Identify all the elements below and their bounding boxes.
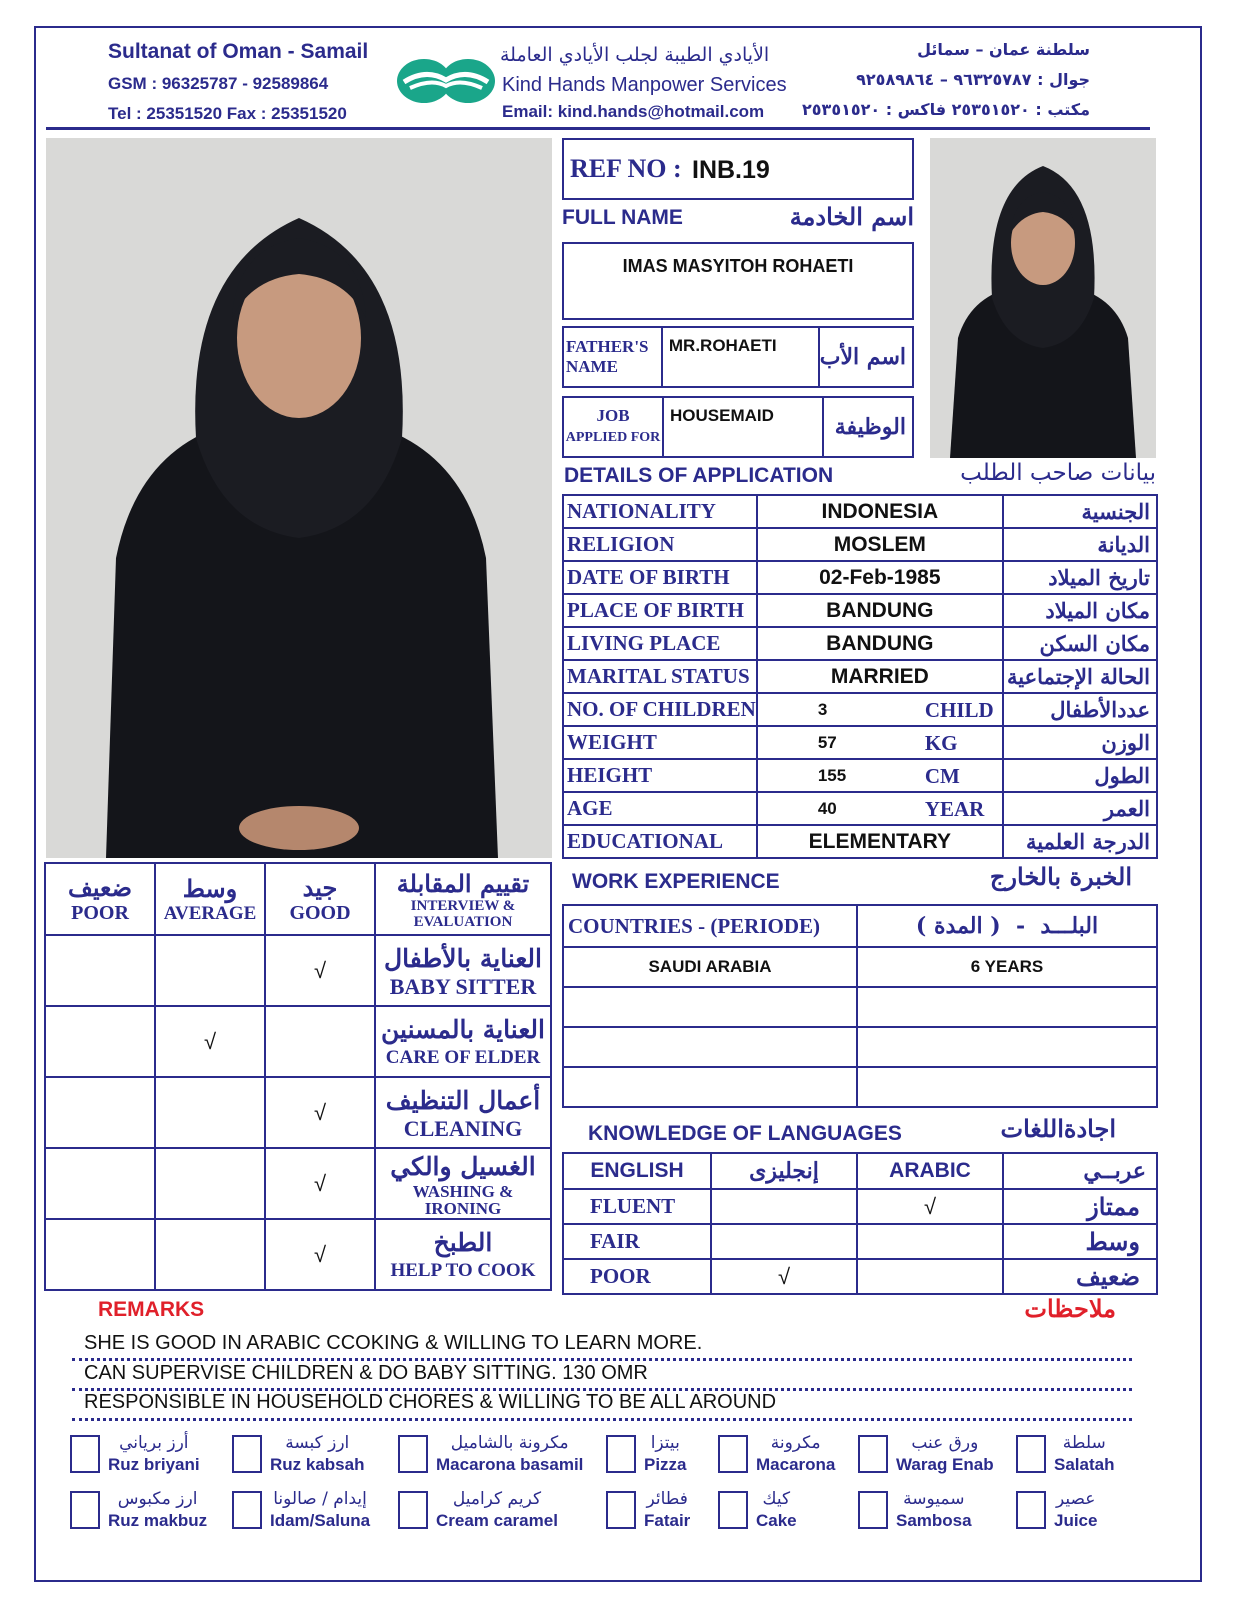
details-unit: CHILD (924, 698, 994, 722)
work-row (563, 947, 1157, 987)
eval-skill-cell (375, 1077, 551, 1148)
work-country (563, 1027, 857, 1067)
food-option[interactable] (606, 1432, 687, 1476)
lang-level-ar: ممتاز (1003, 1189, 1157, 1224)
details-label: RELIGION (563, 528, 757, 561)
food-label-en: Cake (756, 1511, 797, 1530)
languages-title-ar: اجادةاللغات (1000, 1114, 1116, 1143)
details-label: LIVING PLACE (563, 627, 757, 660)
food-option[interactable] (232, 1488, 370, 1532)
details-row (563, 693, 1157, 726)
details-row (563, 726, 1157, 759)
details-label-ar: مكان الميلاد (1003, 594, 1157, 627)
header-divider (46, 127, 1150, 130)
eval-average-cell (155, 1219, 265, 1290)
work-table (562, 904, 1158, 1108)
full-name-value: IMAS MASYITOH ROHAETI (622, 256, 854, 276)
ref-label: REF NO : (570, 154, 682, 183)
details-label: HEIGHT (563, 759, 757, 792)
food-label-ar: ارز مكبوس (117, 1489, 198, 1509)
details-label: NATIONALITY (563, 495, 757, 528)
header-tel: Tel : 25351520 Fax : 25351520 (108, 104, 347, 123)
food-option[interactable] (70, 1488, 207, 1532)
evaluation-table (44, 862, 552, 1291)
eval-skill-en: HELP TO COOK (390, 1259, 536, 1281)
details-row (563, 759, 1157, 792)
details-unit: YEAR (924, 797, 985, 821)
food-label-en: Pizza (644, 1455, 687, 1474)
food-label-ar: مكرونة (770, 1433, 821, 1453)
eval-header-interview: تقييم المقابلة INTERVIEW & EVALUATION (375, 863, 551, 935)
lang-arabic-check: √ (857, 1189, 1003, 1224)
details-label-ar: الحالة الإجتماعية (1003, 660, 1157, 693)
remark-divider-1 (72, 1358, 1132, 1361)
details-label: EDUCATIONAL (563, 825, 757, 858)
language-row (563, 1224, 1157, 1259)
lang-level-label: FAIR (563, 1224, 711, 1259)
eval-header-average: وسط AVERAGE (155, 863, 265, 935)
header-location-ar: سلطنة عمان – سمائل (917, 40, 1090, 59)
ref-box (562, 138, 914, 200)
details-label: PLACE OF BIRTH (563, 594, 757, 627)
food-label-ar: أرز برياني (119, 1433, 189, 1453)
details-label-ar: الدرجة العلمية (1003, 825, 1157, 858)
remark-line-3: RESPONSIBLE IN HOUSEHOLD CHORES & WILLING TO BE ALL AROUND (84, 1391, 777, 1413)
food-option[interactable] (606, 1488, 690, 1532)
food-label-en: Ruz kabsah (270, 1455, 365, 1474)
eval-good-cell: √ (265, 935, 375, 1006)
applicant-portrait-photo (930, 138, 1156, 458)
eval-skill-cell (375, 1219, 551, 1290)
details-row (563, 660, 1157, 693)
languages-title: KNOWLEDGE OF LANGUAGES (588, 1122, 902, 1145)
food-label-en: Juice (1054, 1511, 1098, 1530)
details-row (563, 528, 1157, 561)
lang-english-check (711, 1189, 857, 1224)
details-label-ar: تاريخ الميلاد (1003, 561, 1157, 594)
food-checkbox[interactable] (718, 1491, 748, 1529)
eval-skill-en: CLEANING (403, 1115, 523, 1141)
details-value-cell (757, 759, 1003, 792)
food-option[interactable] (858, 1432, 994, 1476)
remark-divider-3 (72, 1418, 1132, 1421)
job-table (562, 396, 914, 458)
food-label (1054, 1488, 1097, 1532)
eval-skill-ar: العناية بالمسنين (381, 1014, 545, 1044)
eval-skill-cell (375, 1148, 551, 1219)
food-option[interactable] (718, 1432, 835, 1476)
details-label: AGE (563, 792, 757, 825)
header-company-ar: الأيادي الطيبة لجلب الأيادي العاملة (500, 44, 770, 66)
eval-skill-en: BABY SITTER (389, 973, 537, 999)
work-row (563, 1027, 1157, 1067)
details-label: WEIGHT (563, 726, 757, 759)
food-label-ar: بيتزا (650, 1433, 680, 1453)
details-table (562, 494, 1158, 859)
lang-level-ar: ضعيف (1003, 1259, 1157, 1294)
food-label-ar: ورق عنب (911, 1433, 979, 1453)
header-email: Email: kind.hands@hotmail.com (502, 102, 765, 121)
work-country (563, 987, 857, 1027)
food-option[interactable] (70, 1432, 200, 1476)
eval-skill-cell (375, 1006, 551, 1077)
details-value: 40 (817, 799, 837, 818)
food-label-en: Warag Enab (896, 1455, 994, 1474)
eval-skill-ar: الطبخ (433, 1227, 493, 1257)
eval-skill-ar: أعمال التنظيف (385, 1085, 541, 1115)
details-label-ar: العمر (1003, 792, 1157, 825)
eval-poor-cell (45, 1006, 155, 1077)
father-label-ar: اسم الأب (819, 327, 913, 387)
work-row (563, 987, 1157, 1027)
eval-skill-ar: الغسيل والكي (390, 1151, 536, 1181)
details-value-cell (757, 726, 1003, 759)
father-label-1: FATHER'S (566, 337, 649, 356)
food-label (644, 1488, 690, 1532)
eval-poor-cell (45, 1148, 155, 1219)
eval-good-cell: √ (265, 1077, 375, 1148)
eval-average-cell (155, 1077, 265, 1148)
food-checkbox[interactable] (858, 1491, 888, 1529)
details-label: MARITAL STATUS (563, 660, 757, 693)
food-checkbox[interactable] (398, 1435, 428, 1473)
father-value: MR.ROHAETI (662, 327, 819, 387)
work-title: WORK EXPERIENCE (572, 870, 780, 893)
food-label-ar: سميوسة (903, 1489, 965, 1509)
details-label-ar: الجنسية (1003, 495, 1157, 528)
food-label-en: Ruz briyani (108, 1455, 200, 1474)
food-checkbox[interactable] (232, 1491, 262, 1529)
details-label-ar: الطول (1003, 759, 1157, 792)
food-option[interactable] (1016, 1488, 1097, 1532)
evaluation-row (45, 1148, 551, 1219)
food-label (896, 1488, 972, 1532)
details-label: DATE OF BIRTH (563, 561, 757, 594)
food-checkbox[interactable] (232, 1435, 262, 1473)
eval-header-good: جيد GOOD (265, 863, 375, 935)
remarks-title: REMARKS (98, 1298, 205, 1321)
evaluation-row (45, 1006, 551, 1077)
details-title: DETAILS OF APPLICATION (564, 464, 834, 487)
food-label-ar: سلطة (1062, 1433, 1106, 1453)
food-label (108, 1488, 207, 1532)
language-row (563, 1189, 1157, 1224)
language-row (563, 1259, 1157, 1294)
lang-arabic-check (857, 1259, 1003, 1294)
food-label (1054, 1432, 1114, 1476)
father-label-2: NAME (566, 357, 618, 376)
full-name-box (562, 242, 914, 320)
food-label (436, 1488, 558, 1532)
details-row (563, 594, 1157, 627)
work-period (857, 1027, 1157, 1067)
details-value-cell (757, 792, 1003, 825)
details-value-cell (757, 693, 1003, 726)
food-checkbox[interactable] (606, 1491, 636, 1529)
details-value: MOSLEM (757, 528, 1003, 561)
eval-poor-cell (45, 1219, 155, 1290)
work-period: 6 YEARS (857, 947, 1157, 987)
ref-value: INB.19 (692, 156, 770, 184)
work-col-period-ar: البلـــد - ( المدة ) (857, 905, 1157, 947)
food-label-ar: عصير (1056, 1489, 1096, 1509)
lang-english-label-ar: إنجليزى (711, 1153, 857, 1189)
remark-line-1: SHE IS GOOD IN ARABIC CCOKING & WILLING TO LEARN MORE. (84, 1332, 703, 1354)
food-label (756, 1432, 835, 1476)
full-name-label: FULL NAME (562, 206, 683, 229)
header-tel-ar: مكتب : ٢٥٣٥١٥٢٠ فاكس : ٢٥٣٥١٥٢٠ (802, 100, 1090, 119)
eval-good-cell (265, 1006, 375, 1077)
food-label-en: Ruz makbuz (108, 1511, 208, 1530)
eval-good-cell: √ (265, 1148, 375, 1219)
work-country: SAUDI ARABIA (563, 947, 857, 987)
food-label-ar: كريم كراميل (452, 1489, 542, 1509)
eval-average-cell (155, 1148, 265, 1219)
food-label (756, 1488, 797, 1532)
job-label-2: APPLIED FOR (565, 430, 661, 445)
food-option[interactable] (1016, 1432, 1114, 1476)
details-row (563, 495, 1157, 528)
father-name-table (562, 326, 914, 388)
food-label-en: Fatair (644, 1511, 691, 1530)
food-label (270, 1432, 364, 1476)
food-label-en: Macarona (756, 1455, 836, 1474)
details-value: INDONESIA (757, 495, 1003, 528)
lang-arabic-label: ARABIC (857, 1153, 1003, 1189)
details-value: 57 (817, 733, 837, 752)
work-country (563, 1067, 857, 1107)
lang-level-label: FLUENT (563, 1189, 711, 1224)
food-label (644, 1432, 687, 1476)
details-unit: CM (924, 764, 960, 788)
food-label-ar: إيدام / صالونا (273, 1489, 367, 1509)
header-location: Sultanat of Oman - Samail (108, 40, 369, 63)
remark-line-2: CAN SUPERVISE CHILDREN & DO BABY SITTING. 130 OMR (84, 1362, 648, 1384)
details-row (563, 792, 1157, 825)
eval-header-poor: ضعيف POOR (45, 863, 155, 935)
work-row (563, 1067, 1157, 1107)
applicant-full-photo (46, 138, 552, 858)
work-period (857, 987, 1157, 1027)
food-option[interactable] (398, 1488, 558, 1532)
food-checkbox[interactable] (606, 1435, 636, 1473)
food-option[interactable] (398, 1432, 583, 1476)
work-title-ar: الخبرة بالخارج (989, 862, 1132, 891)
food-label-ar: فطائر (646, 1489, 688, 1509)
details-value: MARRIED (757, 660, 1003, 693)
job-value: HOUSEMAID (663, 397, 823, 457)
lang-english-label: ENGLISH (563, 1153, 711, 1189)
lang-arabic-check (857, 1224, 1003, 1259)
details-value: 3 (817, 700, 828, 719)
details-value: 02-Feb-1985 (757, 561, 1003, 594)
details-value: 155 (817, 766, 847, 785)
details-label-ar: الوزن (1003, 726, 1157, 759)
lang-level-label: POOR (563, 1259, 711, 1294)
languages-table (562, 1152, 1158, 1295)
food-checkbox[interactable] (858, 1435, 888, 1473)
food-label-en: Macarona basamil (436, 1455, 584, 1474)
lang-arabic-label-ar: عربــي (1003, 1153, 1157, 1189)
food-label (896, 1432, 994, 1476)
eval-average-cell (155, 935, 265, 1006)
lang-english-check (711, 1224, 857, 1259)
food-label (270, 1488, 370, 1532)
job-label-ar: الوظيفة (823, 397, 913, 457)
food-label-en: Cream caramel (436, 1511, 558, 1530)
food-label-en: Sambosa (896, 1511, 972, 1530)
food-checkbox[interactable] (398, 1491, 428, 1529)
eval-average-cell: √ (155, 1006, 265, 1077)
lang-english-check: √ (711, 1259, 857, 1294)
details-title-ar: بيانات صاحب الطلب (960, 460, 1156, 486)
food-checkbox[interactable] (718, 1435, 748, 1473)
food-label (108, 1432, 200, 1476)
job-label-1: JOB (596, 406, 630, 425)
food-label-en: Salatah (1054, 1455, 1115, 1474)
eval-good-cell: √ (265, 1219, 375, 1290)
eval-skill-en: WASHING & IRONING (412, 1181, 514, 1218)
eval-poor-cell (45, 935, 155, 1006)
food-checkbox[interactable] (1016, 1435, 1046, 1473)
food-option[interactable] (858, 1488, 972, 1532)
eval-skill-cell (375, 935, 551, 1006)
header-gsm-ar: جوال : ٩٦٣٢٥٧٨٧ – ٩٢٥٨٩٨٦٤ (856, 70, 1090, 89)
food-label-ar: كيك (762, 1489, 791, 1509)
details-row (563, 825, 1157, 858)
full-name-label-ar: اسم الخادمة (789, 202, 914, 231)
details-row (563, 561, 1157, 594)
work-col-countries: COUNTRIES - (PERIODE) (563, 905, 857, 947)
food-label-ar: ارز كبسة (285, 1433, 350, 1453)
details-label-ar: مكان السكن (1003, 627, 1157, 660)
eval-skill-ar: العناية بالأطفال (383, 943, 542, 973)
details-row (563, 627, 1157, 660)
header-company-en: Kind Hands Manpower Services (502, 74, 787, 96)
eval-poor-cell (45, 1077, 155, 1148)
details-value: BANDUNG (757, 627, 1003, 660)
lang-level-ar: وسط (1003, 1224, 1157, 1259)
food-label-ar: مكرونة بالشاميل (450, 1433, 569, 1453)
details-value: ELEMENTARY (757, 825, 1003, 858)
evaluation-row (45, 1219, 551, 1290)
remarks-title-ar: ملاحظات (1024, 1294, 1116, 1323)
details-label: NO. OF CHILDREN (563, 693, 757, 726)
handshake-logo-icon (396, 56, 496, 106)
food-checkbox[interactable] (70, 1435, 100, 1473)
food-option[interactable] (718, 1488, 797, 1532)
food-option[interactable] (232, 1432, 364, 1476)
food-checkbox[interactable] (70, 1491, 100, 1529)
header-gsm: GSM : 96325787 - 92589864 (108, 74, 329, 93)
food-checkbox[interactable] (1016, 1491, 1046, 1529)
evaluation-row (45, 1077, 551, 1148)
details-value: BANDUNG (757, 594, 1003, 627)
details-label-ar: عددالأطفال (1003, 693, 1157, 726)
food-label (436, 1432, 583, 1476)
food-label-en: Idam/Saluna (270, 1511, 371, 1530)
work-period (857, 1067, 1157, 1107)
eval-skill-en: CARE OF ELDER (385, 1046, 541, 1068)
details-label-ar: الديانة (1003, 528, 1157, 561)
details-unit: KG (924, 731, 958, 755)
evaluation-row (45, 935, 551, 1006)
